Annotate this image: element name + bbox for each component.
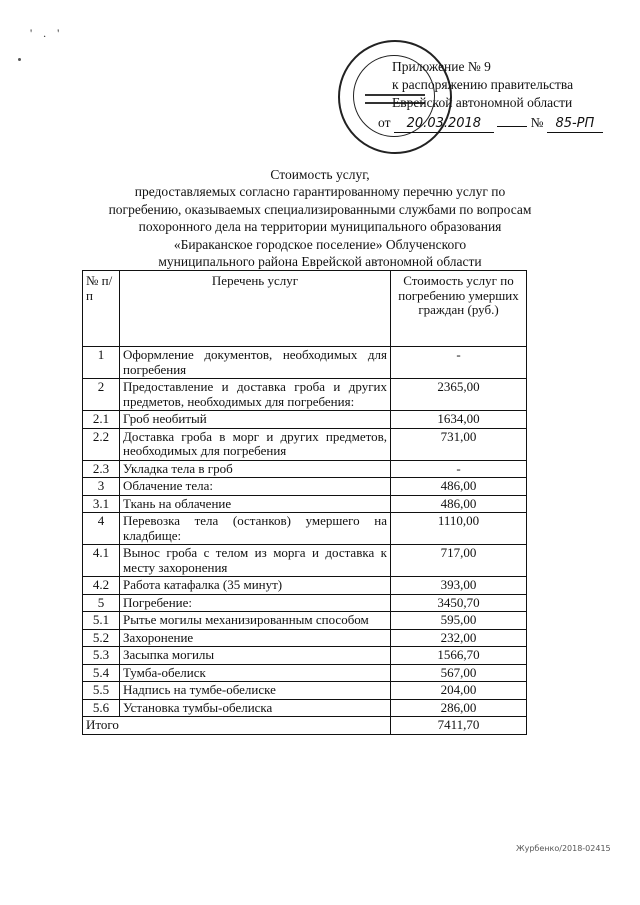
annex-order-line: к распоряжению правительства: [392, 77, 574, 92]
row-num: 3: [83, 478, 120, 496]
row-cost: -: [391, 347, 527, 379]
row-num: 4.2: [83, 577, 120, 595]
row-num: 4: [83, 513, 120, 545]
row-name: Облачение тела:: [120, 478, 391, 496]
row-name: Доставка гроба в морг и других предметов, необходимых для погребения: [120, 428, 391, 460]
row-name: Перевозка тела (останков) умершего на кладбище:: [120, 513, 391, 545]
row-name: Засыпка могилы: [120, 647, 391, 665]
row-num: 2.3: [83, 460, 120, 478]
row-name: Работа катафалка (35 минут): [120, 577, 391, 595]
row-cost: 486,00: [391, 495, 527, 513]
table-row: [83, 460, 527, 478]
header-num: № п/п: [83, 271, 120, 347]
table-row: [83, 545, 527, 577]
table-row: [83, 699, 527, 717]
annex-number: 85-РП: [547, 115, 603, 133]
row-cost: 232,00: [391, 629, 527, 647]
row-name: Ткань на облачение: [120, 495, 391, 513]
title-line: Стоимость услуг,: [270, 167, 370, 182]
header-name: Перечень услуг: [120, 271, 391, 347]
row-num: 2.2: [83, 428, 120, 460]
table-row: [83, 577, 527, 595]
row-name: Надпись на тумбе-обелиске: [120, 682, 391, 700]
row-num: 5.5: [83, 682, 120, 700]
row-name: Установка тумбы-обелиска: [120, 699, 391, 717]
table-row: [83, 478, 527, 496]
table-row: [83, 347, 527, 379]
row-cost: 731,00: [391, 428, 527, 460]
title-line: предоставляемых согласно гарантированному перечню услуг по: [134, 184, 506, 200]
footer-code: Журбенко/2018-02415: [516, 844, 611, 853]
table-row: [83, 513, 527, 545]
row-cost: 567,00: [391, 664, 527, 682]
row-cost: 717,00: [391, 545, 527, 577]
row-name: Гроб необитый: [120, 411, 391, 429]
title-line: погребению, оказываемых специализированными службами по вопросам: [108, 201, 532, 217]
table-row: [83, 612, 527, 630]
total-label: Итого: [83, 717, 391, 735]
row-name: Укладка тела в гроб: [120, 460, 391, 478]
annex-from-label: от: [378, 115, 391, 130]
row-num: 5.2: [83, 629, 120, 647]
row-cost: 1634,00: [391, 411, 527, 429]
row-name: Вынос гроба с телом из морга и доставка к месту захоронения: [120, 545, 391, 577]
row-cost: 393,00: [391, 577, 527, 595]
row-num: 5.4: [83, 664, 120, 682]
annex-date: 20.03.2018: [394, 115, 494, 133]
header-cost: Стоимость услуг по погребению умерших граждан (руб.): [391, 271, 527, 347]
table-header-row: [83, 271, 527, 347]
row-num: 5: [83, 594, 120, 612]
table-row: [83, 495, 527, 513]
row-name: Рытье могилы механизированным способом: [120, 612, 391, 630]
document-title: [70, 166, 570, 270]
total-row: [83, 717, 527, 735]
table-row: [83, 682, 527, 700]
row-name: Оформление документов, необходимых для погребения: [120, 347, 391, 379]
row-cost: 3450,70: [391, 594, 527, 612]
annex-number-label: №: [530, 115, 544, 130]
total-cost: 7411,70: [391, 717, 527, 735]
services-table: [82, 270, 527, 735]
row-num: 1: [83, 347, 120, 379]
row-name: Погребение:: [120, 594, 391, 612]
row-cost: -: [391, 460, 527, 478]
table-body: [83, 347, 527, 717]
table-row: [83, 428, 527, 460]
row-num: 4.1: [83, 545, 120, 577]
row-cost: 286,00: [391, 699, 527, 717]
row-num: 3.1: [83, 495, 120, 513]
annex-date-line: [378, 114, 603, 133]
annex-title: Приложение № 9: [392, 59, 491, 74]
row-name: Захоронение: [120, 629, 391, 647]
table-row: [83, 411, 527, 429]
row-cost: 1110,00: [391, 513, 527, 545]
row-num: 5.6: [83, 699, 120, 717]
row-name: Тумба-обелиск: [120, 664, 391, 682]
table-row: [83, 594, 527, 612]
row-num: 5.3: [83, 647, 120, 665]
table-row: [83, 379, 527, 411]
row-name: Предоставление и доставка гроба и других предметов, необходимых для погребения:: [120, 379, 391, 411]
title-line: муниципального района Еврейской автономной области: [158, 254, 482, 270]
scan-marks: ' . ': [30, 26, 64, 40]
row-num: 5.1: [83, 612, 120, 630]
row-cost: 595,00: [391, 612, 527, 630]
row-cost: 2365,00: [391, 379, 527, 411]
row-cost: 486,00: [391, 478, 527, 496]
table-row: [83, 647, 527, 665]
title-line: похоронного дела на территории муниципального образования: [138, 219, 502, 235]
row-cost: 1566,70: [391, 647, 527, 665]
table-row: [83, 664, 527, 682]
annex-date-underline: [497, 126, 527, 127]
title-line: «Бираканское городское поселение» Облученского: [173, 236, 467, 252]
row-cost: 204,00: [391, 682, 527, 700]
row-num: 2: [83, 379, 120, 411]
annex-region-line: Еврейской автономной области: [392, 95, 573, 110]
scan-dot: [18, 58, 21, 61]
table-row: [83, 629, 527, 647]
row-num: 2.1: [83, 411, 120, 429]
